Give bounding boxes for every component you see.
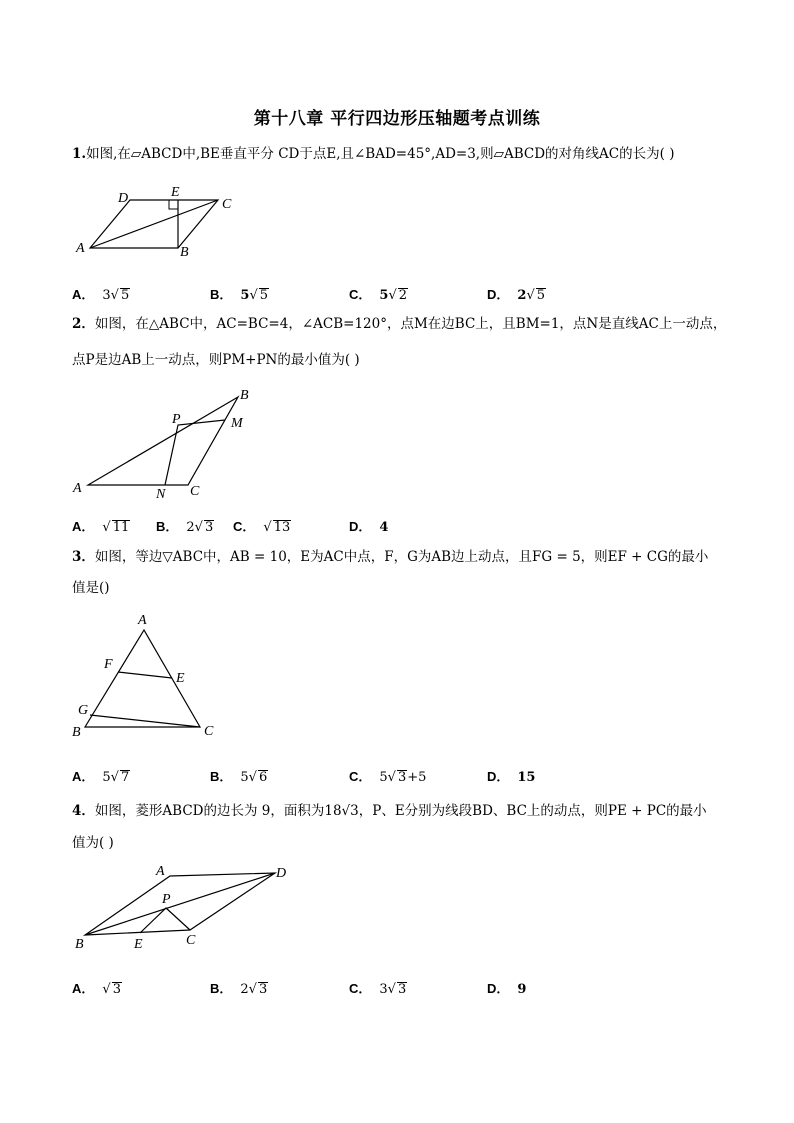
path-npm (165, 420, 225, 485)
label-p: P (162, 892, 171, 907)
question-4-option-a: A． √ 3 (72, 981, 121, 997)
label-c: C (190, 484, 200, 499)
label-g: G (78, 703, 89, 718)
segment-gc (90, 715, 200, 727)
path-epc (140, 908, 190, 933)
diagonal-bd (85, 873, 275, 935)
label-a: A (138, 613, 147, 628)
segment-fe (118, 672, 172, 678)
label-a: A (76, 241, 85, 256)
question-1-option-b: B． 5√ 5 (210, 287, 269, 303)
question-1-text (72, 144, 674, 164)
label-c: C (204, 724, 214, 739)
right-angle-mark (169, 200, 178, 209)
question-1-figure (70, 180, 270, 265)
question-3-option-a: A． 5√ 7 (72, 769, 130, 785)
label-e: E (171, 185, 180, 200)
question-1-option-a: A． 3√ 5 (72, 287, 130, 303)
label-a: A (73, 481, 82, 496)
question-2-line-2: 点P是边AB上一动点，则PM+PN的最小值为( ) (72, 352, 360, 368)
question-3-line-2: 值是() (72, 580, 110, 596)
question-4-line-1: 4．如图，菱形ABCD的边长为 9，面积为18√3，P、E分别为线段BD、BC上的动点，则PE + PC的最小 (72, 803, 707, 819)
label-n: N (156, 487, 166, 502)
label-c: C (222, 197, 232, 212)
label-e: E (134, 937, 143, 952)
question-4-option-b: B． 2√ 3 (210, 981, 268, 997)
question-2-number: 2． (72, 316, 95, 332)
question-4-number: 4． (72, 803, 95, 819)
label-d: D (276, 866, 287, 881)
label-d: D (118, 191, 129, 206)
question-2-option-b: B． 2√ 3 (156, 519, 214, 535)
label-b: B (240, 388, 249, 403)
question-1-option-c: C． 5√ 2 (349, 287, 408, 303)
question-3-option-c: C． 5√ 3+5 (349, 769, 427, 785)
question-1-option-d: D． 2√ 5 (487, 287, 546, 303)
label-b: B (180, 245, 189, 260)
label-p: P (172, 412, 181, 427)
question-4-option-c: C． 3√ 3 (349, 981, 407, 997)
question-1-number: 1. (72, 146, 87, 162)
question-2-option-a: A． √ 11 (72, 519, 130, 535)
question-3-option-d: D． 15 (487, 769, 536, 785)
question-4-line-2: 值为( ) (72, 835, 114, 851)
triangle-abc (88, 397, 238, 485)
label-f: F (104, 657, 113, 672)
question-3-number: 3． (72, 549, 95, 565)
question-3-line-1: 3．如图，等边▽ABC中，AB = 10，E为AC中点，F，G为AB边上动点，且FG = 5，则EF + CG的最小 (72, 549, 709, 565)
diagonal-ac (90, 200, 218, 248)
question-2-line-1: 2．如图，在△ABC中，AC=BC=4，∠ACB=120°，点M在边BC上，且BM=1，点N是直线AC上一动点， (72, 316, 727, 332)
label-e: E (176, 671, 185, 686)
question-2-option-c: C． √ 13 (233, 519, 291, 535)
question-4-option-d: D． 9 (487, 981, 527, 997)
question-2-option-d: D． 4 (349, 519, 389, 535)
label-a: A (156, 864, 165, 879)
label-b: B (72, 725, 81, 740)
question-1-stem: 如图,在▱ABCD中,BE垂直平分 CD于点E,且∠BAD=45°,AD=3,则▱ABCD的对角线AC的长为( ) (86, 146, 675, 162)
question-2-figure (70, 385, 270, 505)
label-b: B (75, 937, 84, 952)
label-c: C (186, 933, 196, 948)
page-title: 第十八章 平行四边形压轴题考点训练 (253, 109, 541, 129)
question-4-figure (70, 858, 310, 958)
question-3-option-b: B． 5√ 6 (210, 769, 268, 785)
question-3-figure (70, 610, 230, 740)
label-m: M (231, 416, 243, 431)
